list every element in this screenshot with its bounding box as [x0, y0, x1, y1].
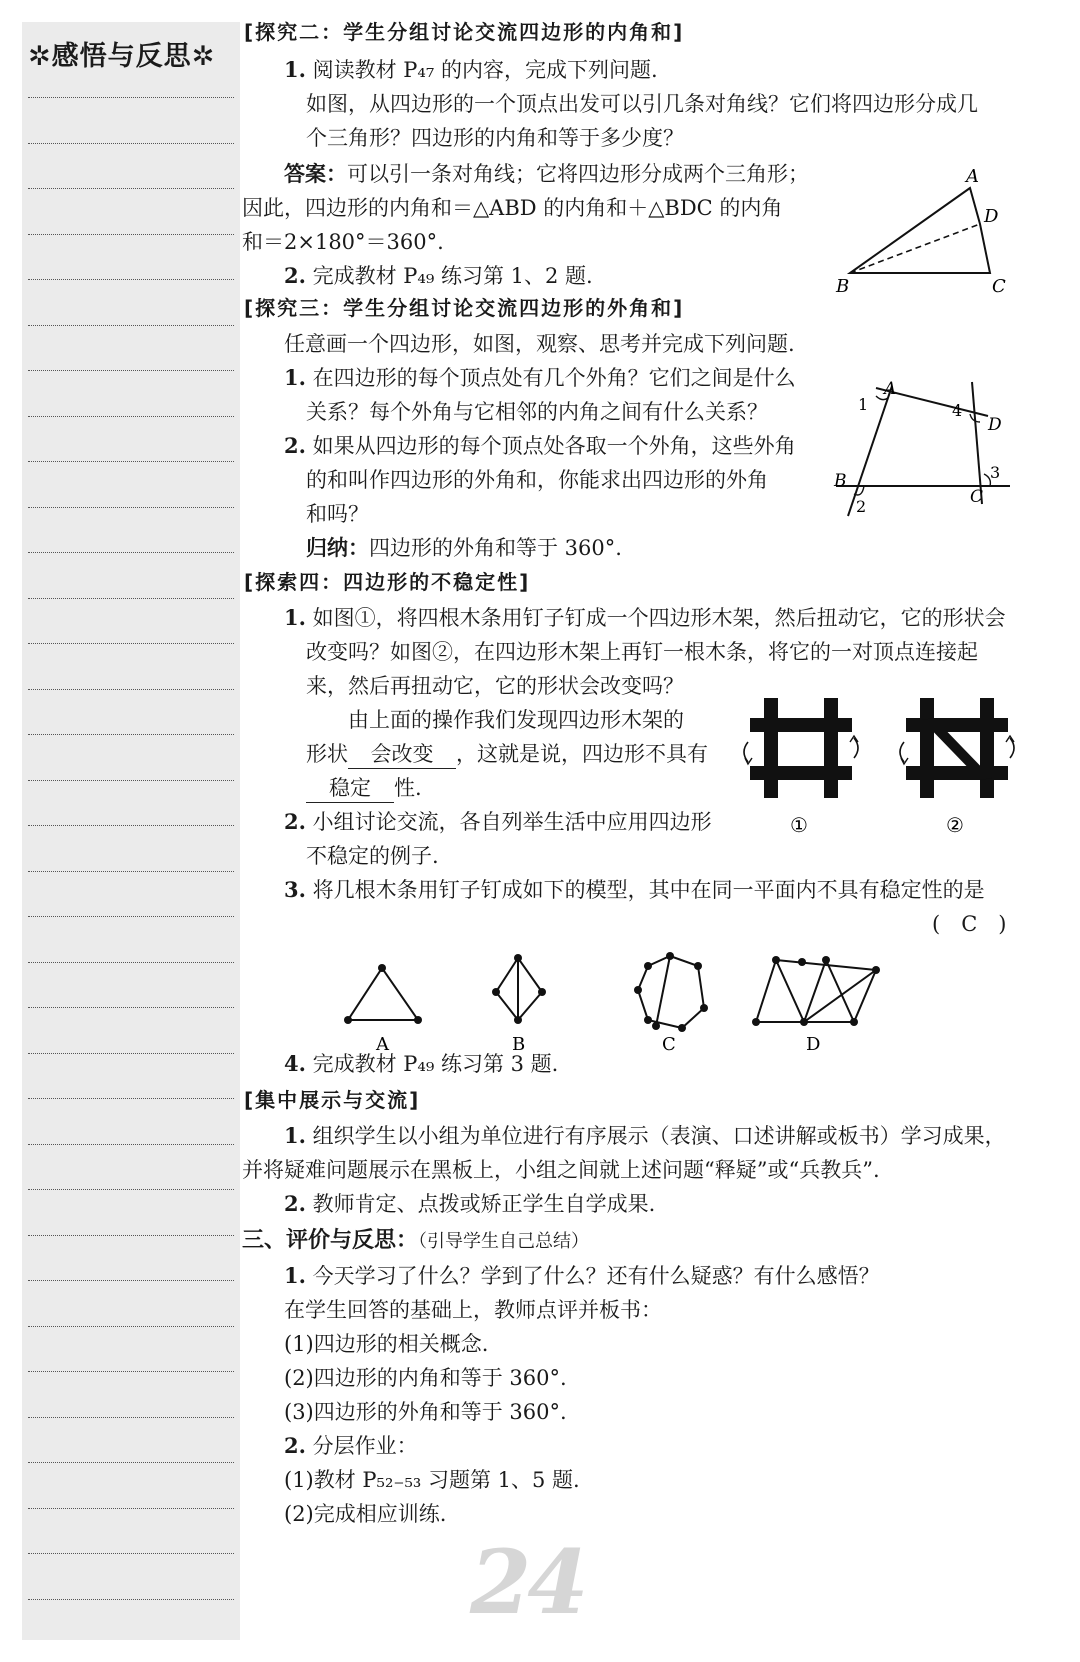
explore4-q1-line3: 来，然后再扭动它，它的形状会改变吗？	[306, 674, 684, 698]
explore4-q3-answer: ( C )	[932, 912, 1007, 936]
note-line	[28, 234, 234, 235]
explore3-q1-line2: 关系？每个外角与它相邻的内角之间有什么关系？	[306, 400, 768, 424]
display-p1: 1. 组织学生以小组为单位进行有序展示（表演、口述讲解或板书）学习成果，	[284, 1123, 1006, 1148]
note-line	[28, 279, 234, 280]
note-line	[28, 1326, 234, 1327]
explore2-answer: 答案：可以引一条对角线；它将四边形分成两个三角形；	[284, 161, 809, 186]
note-line	[28, 1098, 234, 1099]
explore4-q1: 1. 如图①，将四根木条用钉子钉成一个四边形木架，然后扭动它，它的形状会	[284, 605, 1006, 630]
note-line	[28, 598, 234, 599]
note-line	[28, 143, 234, 144]
reflection-heading: 三、评价与反思：（引导学生自己总结）	[242, 1228, 590, 1253]
answer-blank-1: 会改变	[348, 740, 456, 769]
option-label-d: D	[806, 1034, 821, 1055]
explore3-summary: 归纳：四边形的外角和等于 360°.	[306, 535, 622, 560]
note-line	[28, 1508, 234, 1509]
note-line	[28, 1280, 234, 1281]
vertex-label-c: C	[992, 276, 1006, 297]
note-line	[28, 1007, 234, 1008]
explore4-q3: 3. 将几根木条用钉子钉成如下的模型，其中在同一平面内不具有稳定性的是	[284, 877, 985, 902]
explore3-heading: [探究三：学生分组讨论交流四边形的外角和]	[244, 296, 685, 320]
note-line	[28, 734, 234, 735]
reflection-sidebar	[22, 22, 240, 1640]
explore4-finding-line2: 形状 会改变 ，这就是说，四边形不具有	[306, 740, 708, 769]
explore4-finding-line1: 由上面的操作我们发现四边形木架的	[348, 708, 684, 732]
explore4-q1-line2: 改变吗？如图②，在四边形木架上再钉一根木条，将它的一对顶点连接起	[306, 640, 978, 664]
reflection-item-1: (1)四边形的相关概念.	[284, 1332, 489, 1356]
option-label-c: C	[662, 1034, 676, 1055]
vertex-label-d: D	[988, 415, 1002, 435]
wooden-frame-figure-2	[894, 694, 1020, 836]
note-line	[28, 1053, 234, 1054]
explore2-q2: 2. 完成教材 P₄₉ 练习第 1、2 题.	[284, 263, 593, 288]
note-line	[28, 1144, 234, 1145]
note-line	[28, 1553, 234, 1554]
explore4-heading: [探索四：四边形的不稳定性]	[244, 570, 531, 594]
angle-label-4: 4	[952, 401, 963, 420]
figure-label-2: ②	[946, 813, 964, 836]
vertex-label-c: C	[970, 487, 984, 507]
reflection-p1: 1. 今天学习了什么？学到了什么？还有什么疑惑？有什么感悟？	[284, 1263, 880, 1288]
note-line	[28, 780, 234, 781]
explore4-q2-line2: 不稳定的例子.	[306, 844, 439, 868]
stability-options-figure	[336, 950, 936, 1060]
reflection-item-2: (2)四边形的内角和等于 360°.	[284, 1366, 567, 1390]
note-line	[28, 1417, 234, 1418]
note-line	[28, 507, 234, 508]
vertex-label-a: A	[884, 379, 897, 399]
note-line	[28, 461, 234, 462]
explore2-heading: [探究二：学生分组讨论交流四边形的内角和]	[244, 20, 685, 44]
note-line	[28, 1462, 234, 1463]
explore3-q2-line3: 和吗？	[306, 502, 369, 526]
explore2-q1: 1. 阅读教材 P₄₇ 的内容，完成下列问题.	[284, 57, 658, 82]
note-line	[28, 188, 234, 189]
note-line	[28, 825, 234, 826]
page-number: 24	[470, 1530, 585, 1634]
note-line	[28, 97, 234, 98]
reflection-p2: 2. 分层作业：	[284, 1433, 418, 1458]
reflection-item-3: (3)四边形的外角和等于 360°.	[284, 1400, 567, 1424]
note-line	[28, 1235, 234, 1236]
explore2-q1-line3: 个三角形？四边形的内角和等于多少度？	[306, 126, 684, 150]
angle-label-2: 2	[856, 497, 867, 516]
note-line	[28, 325, 234, 326]
explore2-answer-line2: 因此，四边形的内角和＝△ABD 的内角和＋△BDC 的内角	[242, 196, 783, 220]
display-p1-line2: 并将疑难问题展示在黑板上，小组之间就上述问题“释疑”或“兵教兵”.	[242, 1158, 880, 1182]
note-line	[28, 552, 234, 553]
sidebar-title: ✲感悟与反思✲	[28, 41, 216, 72]
vertex-label-b: B	[834, 471, 847, 491]
note-line	[28, 643, 234, 644]
homework-item-2: (2)完成相应训练.	[284, 1502, 447, 1526]
exterior-angles-figure	[830, 374, 1030, 524]
note-line	[28, 416, 234, 417]
note-line	[28, 1371, 234, 1372]
explore4-q4: 4. 完成教材 P₄₉ 练习第 3 题.	[284, 1051, 559, 1076]
angle-label-1: 1	[858, 395, 869, 414]
explore3-intro: 任意画一个四边形，如图，观察、思考并完成下列问题.	[284, 332, 795, 356]
note-line	[28, 1189, 234, 1190]
vertex-label-b: B	[836, 276, 850, 297]
explore2-answer-line3: 和＝2×180°＝360°.	[242, 230, 444, 254]
explore3-q2: 2. 如果从四边形的每个顶点处各取一个外角，这些外角	[284, 433, 796, 458]
note-line	[28, 962, 234, 963]
option-label-b: B	[512, 1034, 526, 1055]
reflection-p1-line2: 在学生回答的基础上，教师点评并板书：	[284, 1298, 662, 1322]
answer-blank-2: 稳定	[306, 774, 394, 803]
figure-label-1: ①	[790, 813, 808, 836]
explore4-finding-line3: 稳定 性.	[306, 774, 422, 803]
quadrilateral-diagonal-figure	[830, 168, 1020, 298]
explore2-q1-line2: 如图，从四边形的一个顶点出发可以引几条对角线？它们将四边形分成几	[306, 92, 978, 116]
vertex-label-d: D	[984, 206, 999, 227]
explore3-q1: 1. 在四边形的每个顶点处有几个外角？它们之间是什么	[284, 365, 796, 390]
explore3-q2-line2: 的和叫作四边形的外角和，你能求出四边形的外角	[306, 468, 768, 492]
note-line	[28, 1599, 234, 1600]
note-line	[28, 871, 234, 872]
note-line	[28, 916, 234, 917]
homework-item-1: (1)教材 P₅₂₋₅₃ 习题第 1、5 题.	[284, 1468, 580, 1492]
main-content	[242, 18, 1062, 1648]
display-p2: 2. 教师肯定、点拨或矫正学生自学成果.	[284, 1191, 656, 1216]
option-label-a: A	[376, 1034, 389, 1055]
note-line	[28, 370, 234, 371]
display-heading: [集中展示与交流]	[244, 1088, 421, 1112]
explore4-q2: 2. 小组讨论交流，各自列举生活中应用四边形	[284, 809, 712, 834]
angle-label-3: 3	[990, 463, 1001, 482]
note-line	[28, 689, 234, 690]
vertex-label-a: A	[966, 168, 979, 187]
wooden-frame-figure-1	[738, 694, 864, 836]
